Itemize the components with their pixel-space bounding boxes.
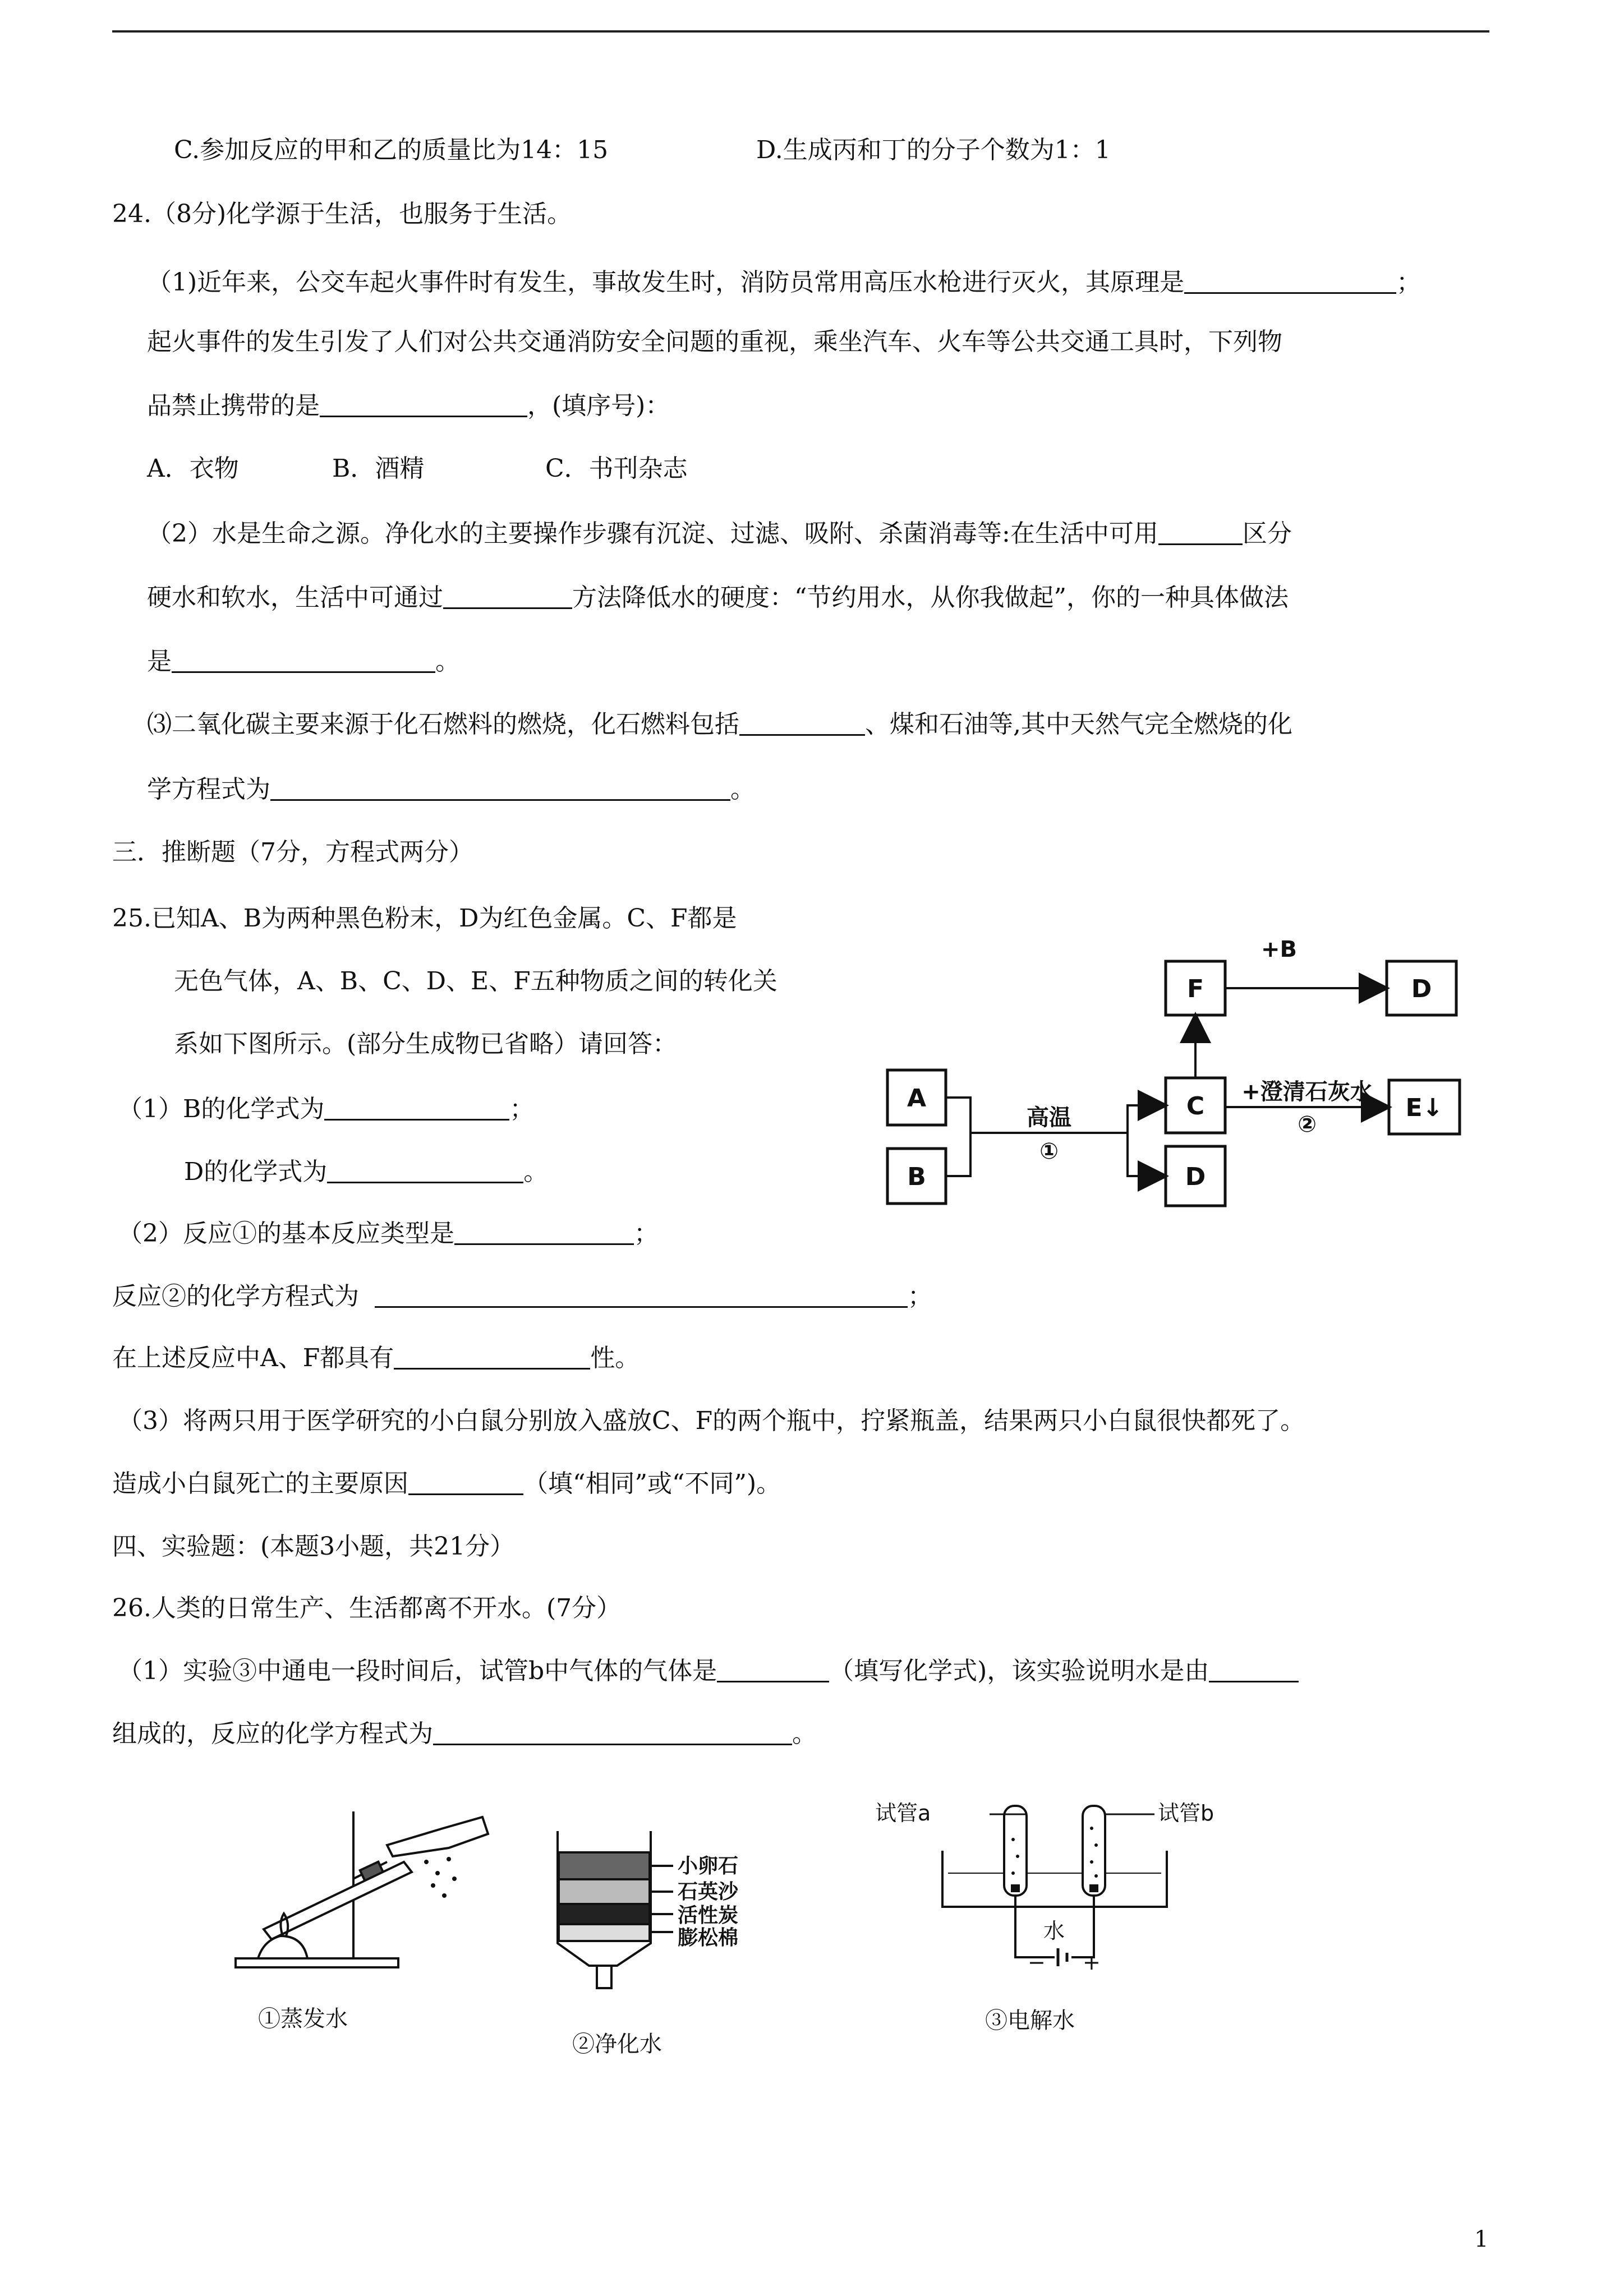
answer-blank[interactable] — [1184, 266, 1396, 294]
box-f-label: F — [1186, 975, 1204, 1003]
option-c-line: C.参加反应的甲和乙的质量比为14：15 — [174, 136, 609, 164]
q25-2-line1: （2）反应①的基本反应类型是 ； — [118, 1217, 659, 1251]
q24-1-line3: 品禁止携带的是 ，(填序号)： — [147, 389, 670, 423]
answer-blank[interactable] — [433, 1718, 792, 1745]
label-pebbles: 小卵石 — [678, 1855, 739, 1878]
reaction-1-label: ① — [1039, 1138, 1059, 1164]
layer-activated-carbon — [559, 1904, 650, 1924]
layer-cotton — [559, 1924, 650, 1941]
answer-blank[interactable] — [394, 1342, 590, 1370]
page-number: 1 — [1474, 2226, 1489, 2252]
q24-title: 24.（8分)化学源于生活，也服务于生活。 — [112, 200, 572, 228]
layer-pebbles — [559, 1852, 650, 1879]
connector-a — [946, 1098, 970, 1133]
fig1-caption: ①蒸发水 — [258, 2006, 348, 2032]
answer-blank[interactable] — [324, 1093, 509, 1121]
alcohol-lamp — [258, 1936, 307, 1958]
reaction-2-label: ② — [1298, 1112, 1317, 1137]
fig2-caption: ②净化水 — [572, 2031, 662, 2057]
answer-blank[interactable] — [375, 1280, 908, 1308]
q25-3-line2: 造成小白鼠死亡的主要原因 （填“相同”或“不同”)。 — [112, 1467, 781, 1501]
q25-3-line1: （3）将两只用于医学研究的小白鼠分别放入盛放C、F的两个瓶中，拧紧瓶盖，结果两只小白鼠很快都死了。 — [118, 1407, 1305, 1435]
high-temp-label: 高温 — [1027, 1105, 1071, 1131]
option-d-line: D.生成丙和丁的分子个数为1：1 — [756, 136, 1111, 164]
electrode-a — [1011, 1884, 1020, 1892]
q24-2-line3: 是 。 — [147, 645, 460, 679]
electrolysis-apparatus — [875, 1789, 1257, 1991]
outlet — [597, 1966, 611, 1988]
q25-1-line2: D的化学式为 。 — [184, 1155, 548, 1189]
wire-right — [1071, 1896, 1094, 1957]
q25-intro-2: 无色气体，A、B、C、D、E、F五种物质之间的转化关 — [174, 967, 778, 995]
answer-blank[interactable] — [1158, 518, 1243, 545]
section-4-title: 四、实验题：(本题3小题，共21分） — [112, 1532, 515, 1561]
q26-1-line2: 组成的，反应的化学方程式为 。 — [112, 1717, 817, 1751]
answer-blank[interactable] — [739, 708, 865, 736]
stand-base — [236, 1958, 398, 1967]
q24-option-a: A．衣物 — [147, 454, 239, 483]
q25-intro-1: 25.已知A、B为两种黑色粉末，D为红色金属。C、F都是 — [112, 904, 737, 933]
label-quartz-sand: 石英沙 — [678, 1880, 739, 1903]
q24-1-line1: （1)近年来，公交车起火事件时有发生，事故发生时，消防员常用高压水枪进行灭火，其原理是 ； — [147, 266, 1421, 299]
top-rule — [112, 30, 1489, 33]
answer-blank[interactable] — [172, 646, 435, 673]
q25-2-line3: 在上述反应中A、F都具有 性。 — [112, 1341, 640, 1375]
q24-3-line2: 学方程式为 。 — [147, 773, 755, 806]
answer-blank[interactable] — [443, 582, 572, 609]
electrode-b — [1089, 1884, 1098, 1892]
label-minus: − — [1028, 1950, 1046, 1975]
arrow-to-d — [1128, 1133, 1165, 1176]
glass-sheet-hand — [387, 1817, 488, 1856]
layer-quartz-sand — [559, 1879, 650, 1904]
q24-3-line1: ⑶二氧化碳主要来源于化石燃料的燃烧，化石燃料包括 、煤和石油等,其中天然气完全燃烧的化 — [147, 708, 1292, 741]
plus-b-label: +B — [1260, 937, 1298, 962]
q24-option-b: B．酒精 — [332, 454, 425, 483]
q24-1-line2: 起火事件的发生引发了人们对公共交通消防安全问题的重视，乘坐汽车、火车等公共交通工具时，下列物 — [147, 328, 1282, 356]
water-purifier — [550, 1825, 808, 2005]
flow-diagram — [881, 920, 1509, 1234]
fig3-caption: ③电解水 — [985, 2008, 1075, 2034]
q25-intro-3: 系如下图所示。(部分生成物已省略）请回答： — [174, 1030, 678, 1058]
q24-2-line1: （2）水是生命之源。净化水的主要操作步骤有沉淀、过滤、吸附、杀菌消毒等:在生活中可用 区分 — [147, 517, 1292, 551]
limewater-label: +澄清石灰水 — [1241, 1079, 1373, 1105]
box-b-label: B — [907, 1163, 926, 1191]
box-d-lower-label: D — [1185, 1163, 1206, 1191]
evaporation-apparatus — [224, 1795, 539, 1985]
label-tube-b: 试管b — [1158, 1801, 1214, 1825]
tube-a — [1004, 1806, 1027, 1896]
answer-blank[interactable] — [1209, 1655, 1299, 1682]
section-3-title: 三．推断题（7分，方程式两分） — [112, 838, 473, 866]
answer-blank[interactable] — [408, 1468, 523, 1495]
answer-blank[interactable] — [327, 1156, 523, 1183]
connector-b — [946, 1133, 970, 1176]
q26-1-line1: （1）实验③中通电一段时间后，试管b中气体的气体是 （填写化学式)，该实验说明水是由 — [118, 1654, 1299, 1688]
arrow-to-c — [1128, 1105, 1165, 1133]
label-plus: + — [1083, 1950, 1101, 1975]
box-d-upper-label: D — [1411, 975, 1432, 1003]
box-c-label: C — [1186, 1092, 1205, 1121]
label-cotton: 膨松棉 — [678, 1926, 739, 1949]
test-tube — [264, 1862, 412, 1939]
answer-blank[interactable] — [270, 773, 730, 801]
answer-blank[interactable] — [454, 1218, 634, 1245]
q26-title: 26.人类的日常生产、生活都离不开水。(7分） — [112, 1594, 622, 1622]
q25-1-line1: （1）B的化学式为 ； — [118, 1092, 534, 1126]
box-a-label: A — [907, 1084, 927, 1113]
q24-option-c: C．书刊杂志 — [545, 454, 688, 483]
label-activated-carbon: 活性炭 — [678, 1904, 739, 1927]
water-trough — [942, 1851, 1167, 1907]
q24-2-line2: 硬水和软水，生活中可通过 方法降低水的硬度：“节约用水，从你我做起”，你的一种具体做法 — [147, 581, 1289, 615]
answer-blank[interactable] — [320, 390, 527, 417]
label-tube-a: 试管a — [875, 1801, 931, 1825]
label-water: 水 — [1043, 1919, 1065, 1943]
q25-2-line2: 反应②的化学方程式为 ； — [112, 1280, 932, 1313]
box-e-label: E↓ — [1405, 1094, 1443, 1122]
tube-b — [1083, 1806, 1105, 1896]
answer-blank[interactable] — [717, 1655, 829, 1682]
